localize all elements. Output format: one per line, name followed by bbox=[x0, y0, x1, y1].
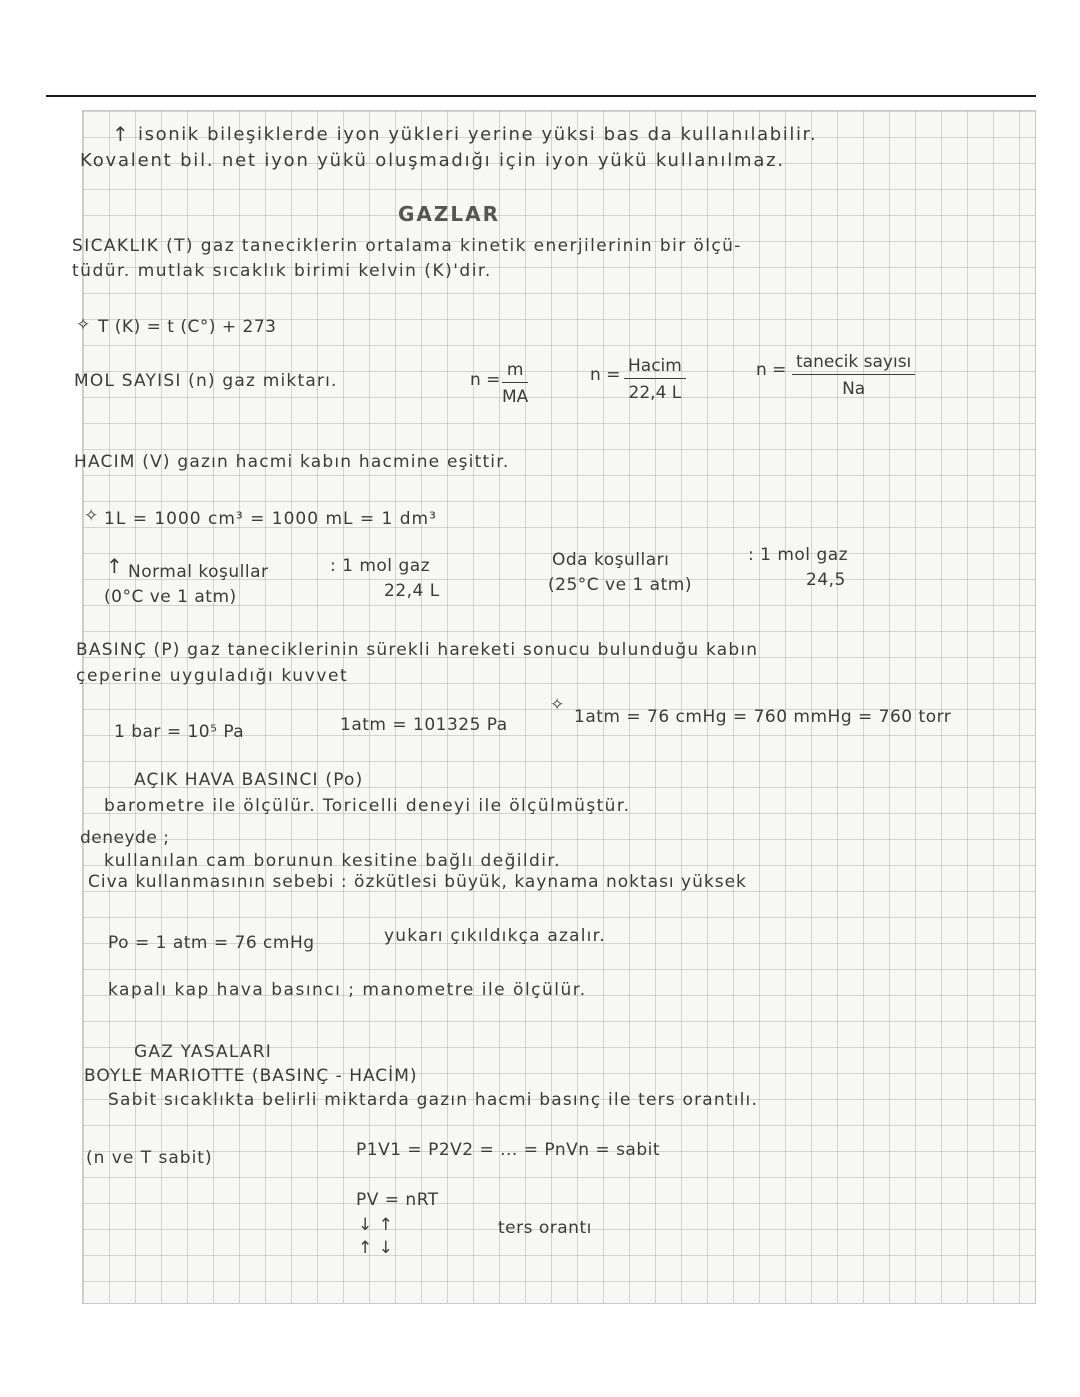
boyle-heading: BOYLE MARIOTTE (BASINÇ - HACİM) bbox=[84, 1066, 418, 1086]
fraction-2-denominator: 22,4 L bbox=[628, 383, 682, 403]
volume-line: HACIM (V) gazın hacmi kabın hacmine eşittir. bbox=[74, 452, 510, 472]
page-title: GAZLAR bbox=[398, 202, 501, 226]
room-conditions-label: Oda koşulları bbox=[552, 550, 670, 570]
covalent-note-line: Kovalent bil. net iyon yükü oluşmadığı için iyon yükü kullanılmaz. bbox=[80, 150, 785, 171]
fraction-3-denominator: Na bbox=[842, 379, 866, 399]
note-mark-icon: ↑ bbox=[106, 554, 124, 578]
mol-label: MOL SAYISI (n) gaz miktarı. bbox=[74, 371, 338, 391]
page-top-rule bbox=[46, 95, 1036, 97]
fraction-1-numerator: m bbox=[502, 360, 528, 383]
atm-mercury-conversion: 1atm = 76 cmHg = 760 mmHg = 760 torr bbox=[574, 707, 952, 727]
normal-mol-gas: : 1 mol gaz bbox=[330, 556, 431, 576]
normal-volume: 22,4 L bbox=[384, 581, 440, 601]
room-volume: 24,5 bbox=[806, 570, 846, 590]
temperature-line-2: tüdür. mutlak sıcaklık birimi kelvin (K)'dir. bbox=[72, 261, 492, 281]
fraction-3-numerator: tanecik sayısı bbox=[792, 352, 915, 375]
open-air-pressure-heading: AÇIK HAVA BASINCI (Po) bbox=[134, 770, 364, 790]
atm-pascal-conversion: 1atm = 101325 Pa bbox=[340, 715, 508, 735]
boyle-equation: P1V1 = P2V2 = ... = PnVn = sabit bbox=[356, 1140, 661, 1160]
fraction-volume-over-molar-volume bbox=[624, 356, 686, 403]
gas-laws-heading: GAZ YASALARI bbox=[134, 1042, 272, 1062]
arrows-row-2: ↑ ↓ bbox=[358, 1238, 394, 1258]
fraction-3-lhs: n = bbox=[756, 360, 787, 380]
constant-conditions: (n ve T sabit) bbox=[86, 1148, 213, 1168]
ionic-note-line: isonik bileşiklerde iyon yükleri yerine yüksi bas da kullanılabilir. bbox=[138, 124, 818, 145]
fraction-1-lhs: n = bbox=[470, 370, 501, 390]
normal-conditions-label: Normal koşullar bbox=[128, 562, 269, 582]
pressure-line-2: çeperine uyguladığı kuvvet bbox=[76, 666, 349, 686]
experiment-label: deneyde ; bbox=[80, 828, 170, 848]
closed-container-line: kapalı kap hava basıncı ; manometre ile ölçülür. bbox=[108, 980, 587, 1000]
fraction-1-denominator: MA bbox=[502, 387, 529, 407]
note-mark-icon: ↑ bbox=[112, 122, 130, 146]
fraction-mass-over-molar bbox=[502, 360, 528, 407]
fraction-2-numerator: Hacim bbox=[624, 356, 686, 379]
normal-conditions-values: (0°C ve 1 atm) bbox=[104, 587, 237, 607]
temperature-line-1: SICAKLIK (T) gaz taneciklerin ortalama kinetik enerjilerinin bir ölçü- bbox=[72, 236, 742, 256]
room-mol-gas: : 1 mol gaz bbox=[748, 545, 849, 565]
tube-cross-section-line: kullanılan cam borunun kesitine bağlı değildir. bbox=[104, 851, 561, 871]
star-mark-icon: ✧ bbox=[76, 315, 91, 335]
boyle-description: Sabit sıcaklıkta belirli miktarda gazın hacmi basınç ile ters orantılı. bbox=[108, 1090, 759, 1110]
inverse-relation-label: ters orantı bbox=[498, 1218, 592, 1238]
bar-conversion: 1 bar = 10⁵ Pa bbox=[114, 722, 245, 742]
kelvin-formula: T (K) = t (C°) + 273 bbox=[98, 317, 277, 337]
star-mark-icon: ✧ bbox=[84, 506, 99, 526]
altitude-note: yukarı çıkıldıkça azalır. bbox=[384, 926, 606, 946]
arrows-row-1: ↓ ↑ bbox=[358, 1215, 394, 1235]
barometer-line: barometre ile ölçülür. Toricelli deneyi ile ölçülmüştür. bbox=[104, 796, 631, 816]
pressure-line-1: BASINÇ (P) gaz taneciklerinin sürekli hareketi sonucu bulunduğu kabın bbox=[76, 640, 759, 660]
ideal-gas-equation: PV = nRT bbox=[356, 1190, 439, 1210]
fraction-2-lhs: n = bbox=[590, 365, 621, 385]
open-air-pressure-value: Po = 1 atm = 76 cmHg bbox=[108, 933, 315, 953]
star-mark-icon: ✧ bbox=[550, 695, 565, 715]
room-conditions-values: (25°C ve 1 atm) bbox=[548, 575, 692, 595]
fraction-particles-over-avogadro bbox=[792, 352, 915, 399]
litre-conversion: 1L = 1000 cm³ = 1000 mL = 1 dm³ bbox=[104, 509, 437, 529]
mercury-reason-line: Civa kullanmasının sebebi : özkütlesi büyük, kaynama noktası yüksek bbox=[88, 872, 747, 892]
